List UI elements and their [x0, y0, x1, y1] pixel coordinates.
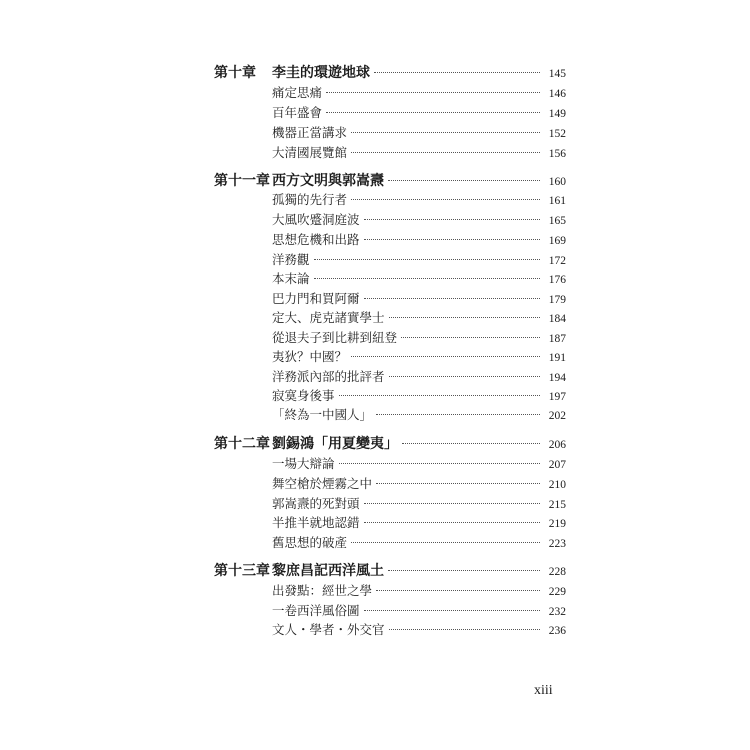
page-number: 146 [548, 88, 566, 100]
section-title: 一卷西洋風俗圖 [272, 603, 360, 618]
page-number: 176 [548, 274, 566, 286]
dot-leader [314, 259, 540, 260]
page-number: 215 [548, 499, 566, 511]
section-title: 大風吹蹙洞庭波 [272, 212, 360, 227]
dot-leader [364, 298, 540, 299]
chapter-number: 第十章 [214, 65, 256, 81]
section-entry [272, 210, 566, 230]
section-title: 寂寞身後事 [272, 388, 335, 403]
dot-leader [326, 112, 540, 113]
page-number: 197 [548, 391, 566, 403]
chapter-entry [214, 434, 566, 454]
dot-leader [376, 414, 540, 415]
section-title: 洋務派內部的批評者 [272, 369, 385, 384]
section-entry [272, 103, 566, 123]
page-number: 194 [548, 372, 566, 384]
page-number: 179 [548, 294, 566, 306]
dot-leader [326, 92, 540, 93]
section-title: 定大、虎克諸實學士 [272, 310, 385, 325]
page-number: 145 [548, 68, 566, 80]
dot-leader [351, 199, 540, 200]
page-number: 219 [548, 518, 566, 530]
section-title: 機器正當講求 [272, 125, 348, 140]
chapter-entry [214, 561, 566, 581]
section-title: 舊思想的破產 [272, 535, 348, 550]
page-number: 187 [548, 333, 566, 345]
section-title: 巴力門和買阿爾 [272, 291, 360, 306]
dot-leader [339, 395, 540, 396]
chapter-title: 劉錫鴻「用夏變夷」 [272, 436, 398, 452]
page-number: 149 [548, 108, 566, 120]
page-number: 165 [548, 215, 566, 227]
section-title: 孤獨的先行者 [272, 192, 348, 207]
page-number: 210 [548, 479, 566, 491]
page-number: 156 [548, 148, 566, 160]
section-entry [272, 250, 566, 270]
section-title: 一場大辯論 [272, 456, 335, 471]
page-number: 223 [548, 538, 566, 550]
page-number: 232 [548, 606, 566, 618]
dot-leader [401, 337, 540, 338]
chapter-title: 李圭的環遊地球 [272, 65, 370, 81]
chapter-number: 第十二章 [214, 436, 270, 452]
section-entry [272, 494, 566, 514]
section-entry [272, 620, 566, 640]
page-number: 228 [548, 566, 566, 578]
dot-leader [351, 132, 540, 133]
page-number: 184 [548, 313, 566, 325]
dot-leader [364, 610, 540, 611]
dot-leader [389, 629, 540, 630]
section-title: 「終為一中國人」 [272, 407, 373, 422]
dot-leader [388, 570, 540, 571]
section-title: 郭嵩燾的死對頭 [272, 496, 360, 511]
section-entry [272, 601, 566, 621]
page-number: 161 [548, 195, 566, 207]
page-number: 236 [548, 625, 566, 637]
dot-leader [314, 278, 540, 279]
chapter-title: 西方文明與郭嵩燾 [272, 173, 384, 189]
dot-leader [402, 443, 540, 444]
section-entry [272, 367, 566, 387]
dot-leader [351, 152, 540, 153]
section-entry [272, 143, 566, 163]
section-title: 出發點：經世之學 [272, 583, 373, 598]
section-title: 舞空槍於煙霧之中 [272, 476, 373, 491]
dot-leader [364, 522, 540, 523]
page-number: 206 [548, 439, 566, 451]
page-number: 169 [548, 235, 566, 247]
section-entry [272, 123, 566, 143]
page-number: 229 [548, 586, 566, 598]
section-title: 文人・學者・外交官 [272, 622, 385, 637]
page-number: 172 [548, 255, 566, 267]
page-number: 207 [548, 459, 566, 471]
section-title: 從退夫子到比耕到紐登 [272, 330, 398, 345]
section-entry [272, 269, 566, 289]
section-title: 夷狄？中國？ [272, 349, 348, 364]
dot-leader [364, 219, 540, 220]
section-title: 百年盛會 [272, 105, 323, 120]
section-title: 思想危機和出路 [272, 232, 360, 247]
section-entry [272, 308, 566, 328]
dot-leader [388, 180, 540, 181]
section-entry [272, 474, 566, 494]
dot-leader [376, 590, 540, 591]
section-entry [272, 83, 566, 103]
page-number: 202 [548, 410, 566, 422]
section-entry [272, 347, 566, 367]
section-entry [272, 581, 566, 601]
dot-leader [376, 483, 540, 484]
section-entry [272, 405, 566, 425]
section-entry [272, 513, 566, 533]
chapter-entry [214, 63, 566, 83]
dot-leader [351, 356, 540, 357]
dot-leader [374, 72, 540, 73]
chapter-title: 黎庶昌記西洋風土 [272, 563, 384, 579]
page-number: 191 [548, 352, 566, 364]
dot-leader [389, 376, 540, 377]
section-title: 痛定思痛 [272, 85, 323, 100]
section-title: 洋務觀 [272, 252, 310, 267]
section-entry [272, 533, 566, 553]
page-number: 160 [548, 176, 566, 188]
section-entry [272, 328, 566, 348]
section-entry [272, 289, 566, 309]
dot-leader [339, 463, 540, 464]
section-title: 本末論 [272, 271, 310, 286]
section-title: 半推半就地認錯 [272, 515, 360, 530]
dot-leader [364, 503, 540, 504]
dot-leader [389, 317, 540, 318]
section-entry [272, 190, 566, 210]
page-folio: xiii [534, 683, 553, 698]
section-entry [272, 386, 566, 406]
dot-leader [364, 239, 540, 240]
section-entry [272, 230, 566, 250]
dot-leader [351, 542, 540, 543]
page-number: 152 [548, 128, 566, 140]
chapter-entry [214, 171, 566, 191]
chapter-number: 第十三章 [214, 563, 270, 579]
chapter-number: 第十一章 [214, 173, 270, 189]
section-entry [272, 454, 566, 474]
section-title: 大清國展覽館 [272, 145, 348, 160]
